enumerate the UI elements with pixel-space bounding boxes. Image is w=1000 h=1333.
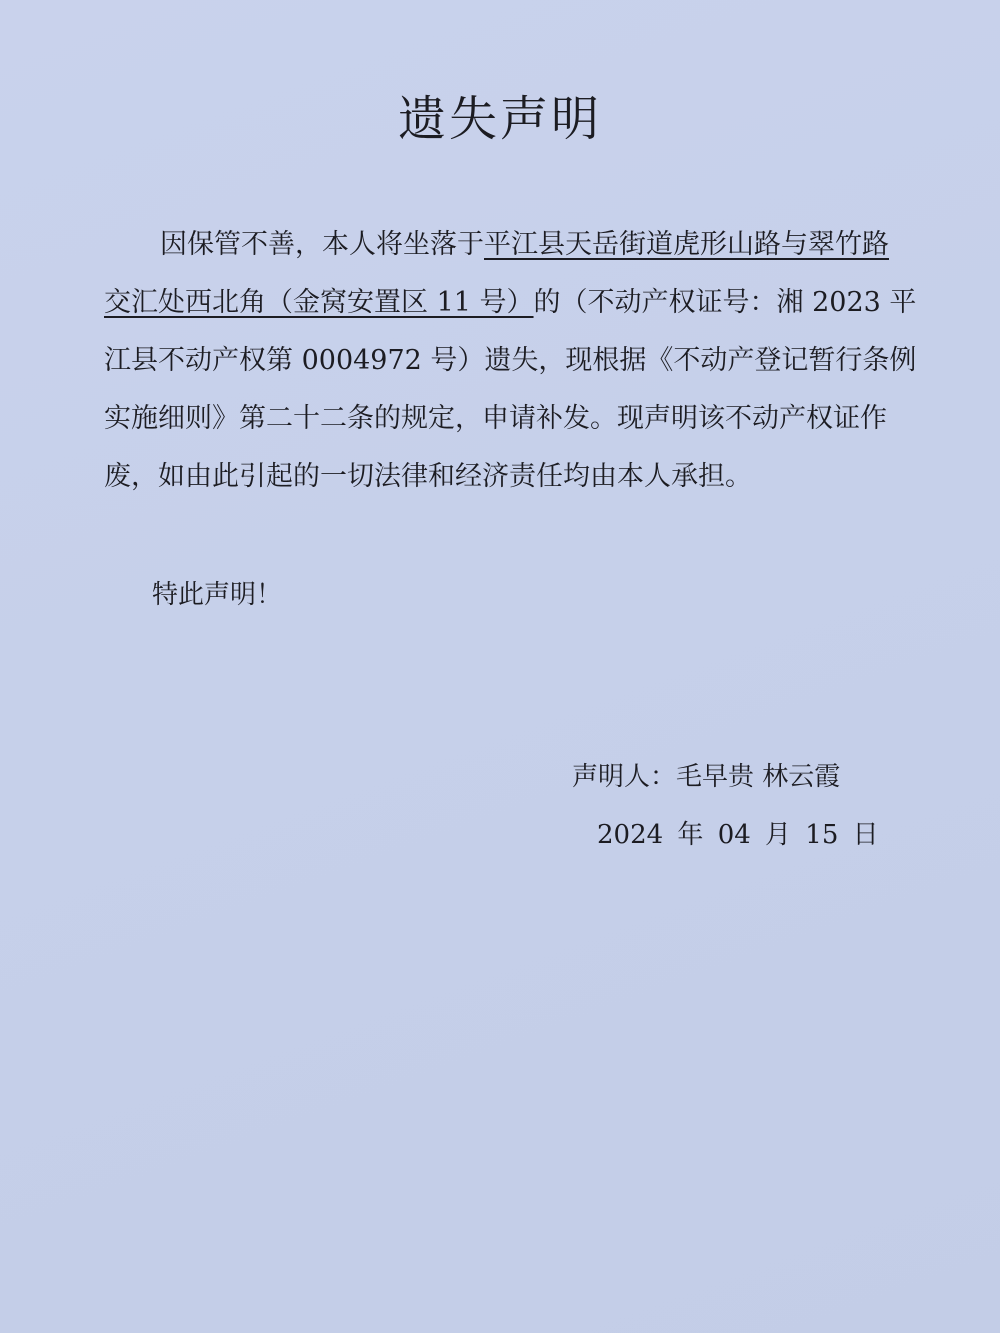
body-text: 因保管不善，本人将坐落于 [160, 229, 484, 260]
address-underlined: 交汇处西北角（金窝安置区 11 号） [104, 287, 534, 318]
body-line-4 [104, 399, 887, 439]
body-text: 实施细则》第二十二条的规定，申请补发。现声明该不动产权证作 [104, 403, 887, 434]
address-underlined: 平江县天岳街道虎形山路与翠竹路 [484, 229, 889, 260]
body-line-3 [104, 341, 916, 381]
body-text: 废，如由此引起的一切法律和经济责任均由本人承担。 [104, 461, 752, 492]
signer-line: 声明人：毛早贵 林云霞 [572, 762, 841, 792]
date-line: 2024 年 04 月 15 日 [597, 820, 879, 850]
body-text: 的（不动产权证号：湘 2023 平 [533, 287, 917, 318]
document-title: 遗失声明 [397, 91, 602, 147]
body-line-1 [160, 225, 889, 265]
body-text: 江县不动产权第 0004972 号）遗失，现根据《不动产登记暂行条例 [104, 345, 917, 376]
body-line-5 [104, 457, 752, 497]
closing-statement: 特此声明！ [152, 580, 283, 610]
body-line-2 [104, 283, 916, 323]
